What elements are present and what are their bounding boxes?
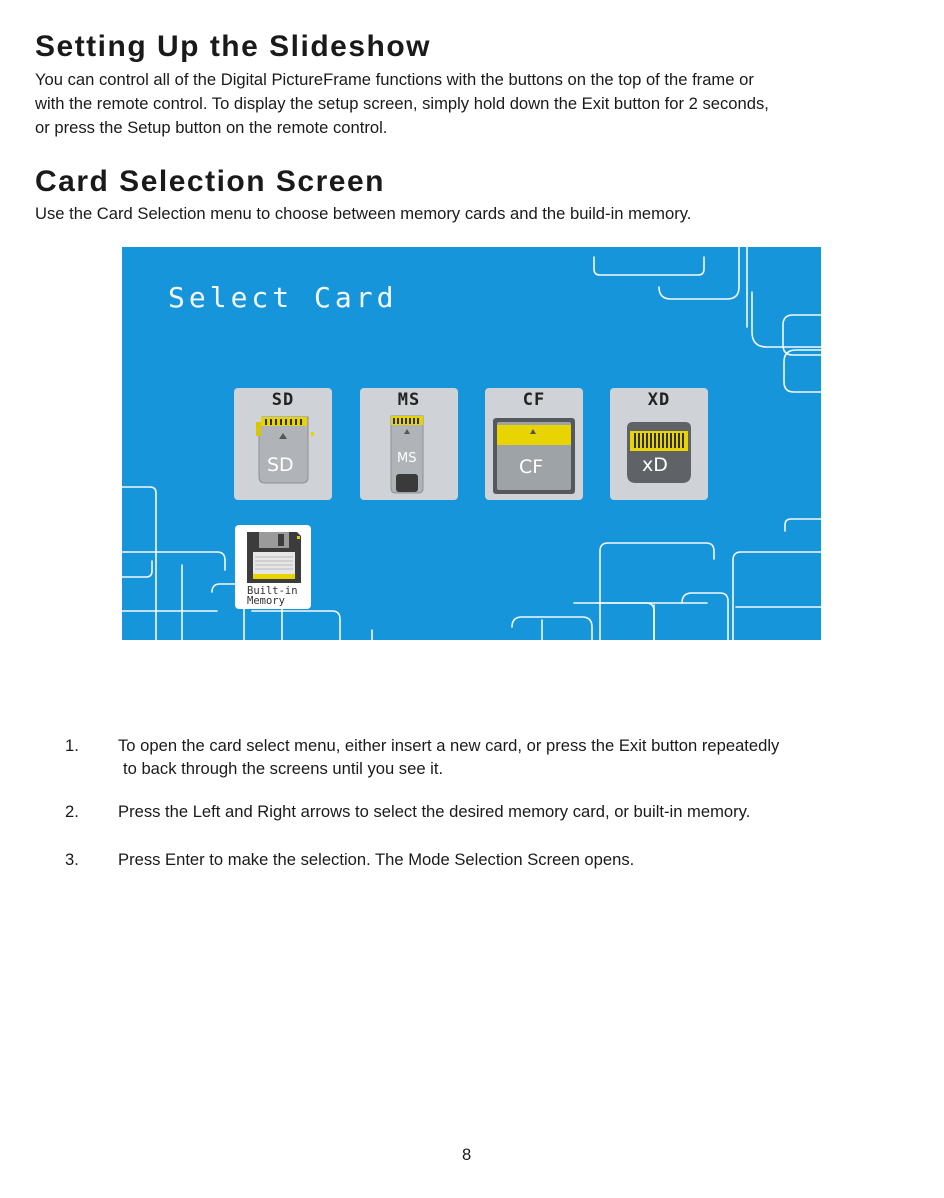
card-text-xd: xD [642,454,668,476]
step-number: 1. [65,736,79,755]
card-text-cf: CF [519,456,544,478]
card-text-sd: SD [267,454,294,476]
page-number: 8 [462,1145,472,1164]
section-title-slideshow: Setting Up the Slideshow [35,30,432,63]
slideshow-intro-paragraph [35,68,940,140]
ms-card-icon [360,388,458,500]
step-text: Press the Left and Right arrows to select the desired memory card, or built-in memory. [118,802,751,821]
paragraph-line: You can control all of the Digital PictureFrame functions with the buttons on the top of the frame or [35,70,754,89]
step-text-continued: to back through the screens until you see it. [123,759,444,778]
step-number: 2. [65,802,79,821]
step-text: Press Enter to make the selection. The Mode Selection Screen opens. [118,850,635,869]
cf-card-option[interactable] [485,388,583,500]
card-label-xd: XD [647,390,671,410]
card-selection-intro: Use the Card Selection menu to choose between memory cards and the build-in memory. [35,204,692,223]
screen-title: Select Card [168,281,398,314]
paragraph-line: or press the Setup button on the remote control. [35,118,388,137]
ms-card-option[interactable] [360,388,458,500]
xd-card-option[interactable] [610,388,708,500]
card-text-ms: MS [397,451,417,466]
xd-card-icon [610,388,708,500]
paragraph-line: with the remote control. To display the setup screen, simply hold down the Exit button for 2 seconds, [35,94,769,113]
memory-label-line2: Memory [247,595,285,607]
card-label-ms: MS [397,390,421,410]
built-in-memory-option[interactable] [235,525,311,609]
section-title-card-selection: Card Selection Screen [35,165,385,198]
step-number: 3. [65,850,79,869]
cf-card-icon [485,388,583,500]
card-label-sd: SD [271,390,295,410]
memory-label-line1: Built-in [247,585,298,597]
sd-card-icon [234,388,332,500]
step-text: To open the card select menu, either insert a new card, or press the Exit button repeatedly [118,736,780,755]
select-card-screen [122,247,821,640]
card-label-cf: CF [522,390,546,410]
sd-card-option[interactable] [234,388,332,500]
